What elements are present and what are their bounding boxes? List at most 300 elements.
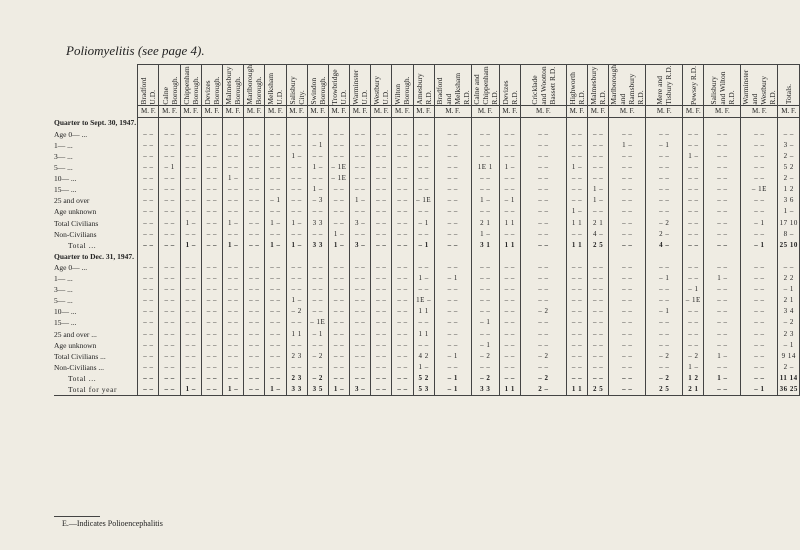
table-cell: 2 – — [778, 362, 800, 373]
table-cell: – – — [392, 306, 413, 317]
district-header — [683, 65, 704, 106]
table-cell: 1 – — [265, 240, 286, 251]
row-label: Quarter to Sept. 30, 1947. — [54, 118, 137, 128]
table-cell: – – — [201, 317, 222, 328]
table-cell: – – — [741, 140, 778, 151]
table-cell: – – — [566, 262, 587, 273]
table-cell: – – — [609, 195, 646, 206]
district-name: Salisbury City. — [287, 76, 306, 105]
table-cell: – – — [499, 306, 520, 317]
table-cell: – – — [201, 306, 222, 317]
table-cell: – – — [328, 195, 349, 206]
table-cell: – – — [413, 162, 434, 173]
table-cell: – – — [223, 129, 244, 140]
table-cell: – – — [609, 384, 646, 396]
table-cell: – – — [413, 262, 434, 273]
table-cell: – – — [471, 129, 499, 140]
sex-header: M. F. — [371, 105, 392, 117]
table-cell: – 2 — [286, 306, 307, 317]
table-cell: – – — [371, 173, 392, 184]
table-cell: – – — [350, 173, 371, 184]
table-cell: – – — [704, 140, 741, 151]
table-cell: – – — [159, 340, 180, 351]
footnote: E.—Indicates Polioencephalitis — [62, 519, 163, 528]
table-cell: – – — [159, 140, 180, 151]
table-cell: – – — [566, 295, 587, 306]
table-row — [54, 373, 800, 384]
table-cell: – – — [328, 273, 349, 284]
district-header — [159, 65, 180, 106]
row-label: Total Civilians ... — [54, 351, 106, 361]
table-cell: – – — [159, 362, 180, 373]
table-cell: 1 1 — [413, 328, 434, 339]
table-cell: – – — [471, 206, 499, 217]
table-cell: – – — [646, 362, 683, 373]
table-cell: – 3 — [307, 195, 328, 206]
table-cell: – – — [646, 173, 683, 184]
table-cell: – – — [741, 340, 778, 351]
table-cell: – – — [520, 151, 566, 162]
district-header — [434, 65, 471, 106]
table-cell: – – — [201, 229, 222, 240]
table-cell: – – — [471, 328, 499, 339]
table-cell: – – — [265, 140, 286, 151]
table-cell: 1 – — [286, 295, 307, 306]
district-header — [371, 65, 392, 106]
table-row — [54, 229, 800, 240]
row-label: 25 and over — [54, 196, 90, 206]
table-row — [54, 184, 800, 195]
table-cell: – – — [520, 240, 566, 251]
district-name: Trowbridge U.D. — [329, 69, 348, 105]
table-cell: – – — [201, 173, 222, 184]
table-cell — [286, 251, 307, 262]
table-cell — [499, 117, 520, 129]
sex-header: M. F. — [609, 105, 646, 117]
table-cell: 3 3 — [307, 240, 328, 251]
page-title: Poliomyelitis (see page 4). — [66, 43, 205, 58]
table-cell: – 2 — [683, 351, 704, 362]
table-cell: – – — [704, 284, 741, 295]
table-cell: – – — [499, 173, 520, 184]
table-cell: – – — [683, 306, 704, 317]
table-cell: – – — [286, 129, 307, 140]
table-cell: – – — [499, 151, 520, 162]
table-cell: – – — [180, 129, 201, 140]
table-cell: – – — [371, 195, 392, 206]
table-cell: – – — [392, 262, 413, 273]
table-cell: 8 – — [778, 229, 800, 240]
table-cell: 3 3 — [307, 218, 328, 229]
table-cell: – – — [244, 240, 265, 251]
table-cell: 1E – — [413, 295, 434, 306]
table-cell: – – — [201, 206, 222, 217]
table-cell: – – — [413, 206, 434, 217]
table-cell: – – — [704, 340, 741, 351]
table-row — [54, 173, 800, 184]
table-row — [54, 317, 800, 328]
table-cell: – – — [520, 340, 566, 351]
row-label: 25 and over ... — [54, 329, 97, 339]
table-cell — [778, 251, 800, 262]
table-cell: – 1E — [741, 184, 778, 195]
table-row — [54, 384, 800, 396]
table-cell: – – — [201, 273, 222, 284]
table-cell: – 1 — [741, 218, 778, 229]
table-cell: – – — [223, 273, 244, 284]
district-name: Melksham U.D. — [266, 72, 285, 105]
table-cell: – – — [201, 262, 222, 273]
table-cell: – – — [609, 240, 646, 251]
table-cell: 3 3 — [286, 384, 307, 396]
table-cell: – – — [328, 351, 349, 362]
table-cell: – – — [201, 218, 222, 229]
district-header — [244, 65, 265, 106]
table-cell — [778, 117, 800, 129]
table-cell: – – — [588, 328, 609, 339]
table-cell: – – — [588, 284, 609, 295]
table-cell: – – — [471, 362, 499, 373]
table-cell: – – — [520, 184, 566, 195]
table-cell: – – — [223, 195, 244, 206]
table-cell: 2 5 — [646, 384, 683, 396]
table-cell: – – — [371, 262, 392, 273]
table-cell — [566, 117, 587, 129]
table-cell: 1 1 — [499, 240, 520, 251]
table-cell: – – — [499, 340, 520, 351]
table-cell: 1 – — [704, 273, 741, 284]
table-cell: – – — [413, 184, 434, 195]
table-cell: – – — [138, 151, 159, 162]
table-cell: – – — [646, 206, 683, 217]
table-cell: – – — [201, 362, 222, 373]
table-cell: 2 3 — [778, 328, 800, 339]
table-cell: – – — [741, 173, 778, 184]
table-cell: – – — [392, 129, 413, 140]
row-label: Total for year — [54, 384, 138, 396]
table-cell: – – — [350, 351, 371, 362]
sex-header: M. F. — [778, 105, 800, 117]
table-cell: – – — [350, 229, 371, 240]
table-cell: – – — [159, 373, 180, 384]
row-label: 1— ... — [54, 140, 73, 150]
table-cell: – – — [499, 284, 520, 295]
table-cell: – – — [609, 273, 646, 284]
table-cell: – – — [307, 173, 328, 184]
table-cell: 2 2 — [778, 273, 800, 284]
table-cell: – 1E — [307, 317, 328, 328]
district-name: Devizes Borough. — [202, 76, 221, 105]
table-cell: – – — [520, 206, 566, 217]
district-name: Amesbury R.D. — [414, 73, 433, 105]
table-cell: – – — [244, 373, 265, 384]
table-cell: – – — [413, 129, 434, 140]
table-cell: – 1 — [741, 384, 778, 396]
table-cell: – – — [434, 362, 471, 373]
table-cell: – – — [392, 317, 413, 328]
table-cell: – – — [609, 373, 646, 384]
table-cell: – – — [350, 140, 371, 151]
table-cell: – – — [566, 229, 587, 240]
table-cell: – – — [434, 129, 471, 140]
table-cell: – – — [609, 362, 646, 373]
table-cell: – – — [683, 184, 704, 195]
table-cell: – – — [704, 295, 741, 306]
table-cell: – – — [223, 206, 244, 217]
table-cell: – – — [286, 262, 307, 273]
table-cell: – – — [499, 273, 520, 284]
sex-header: M. F. — [159, 105, 180, 117]
table-cell: – – — [159, 184, 180, 195]
table-cell: – – — [350, 306, 371, 317]
table-cell: – – — [609, 218, 646, 229]
table-cell: 9 14 — [778, 351, 800, 362]
table-cell: – – — [434, 162, 471, 173]
table-cell: – – — [328, 373, 349, 384]
sex-header: M. F. — [704, 105, 741, 117]
table-cell: – – — [223, 295, 244, 306]
table-cell: – – — [566, 151, 587, 162]
table-cell: – – — [159, 273, 180, 284]
table-cell: 1 – — [683, 362, 704, 373]
table-cell: – – — [223, 284, 244, 295]
table-cell — [392, 117, 413, 129]
table-cell: – – — [704, 362, 741, 373]
table-cell: – 2 — [307, 351, 328, 362]
table-cell: – – — [588, 340, 609, 351]
table-cell: – – — [244, 206, 265, 217]
table-cell: 1 1 — [566, 384, 587, 396]
table-cell: – – — [350, 206, 371, 217]
table-cell: 5 2 — [413, 373, 434, 384]
table-cell: – 1 — [434, 273, 471, 284]
table-cell: – – — [471, 262, 499, 273]
table-cell: – – — [371, 373, 392, 384]
table-cell: 1 1 — [499, 218, 520, 229]
table-cell: – 1 — [307, 140, 328, 151]
table-cell: – – — [180, 295, 201, 306]
table-cell: – – — [499, 295, 520, 306]
table-cell: – – — [588, 162, 609, 173]
table-cell: – – — [328, 184, 349, 195]
table-cell: – – — [683, 240, 704, 251]
table-cell — [520, 251, 566, 262]
table-cell: – – — [180, 273, 201, 284]
table-cell: – – — [138, 140, 159, 151]
table-cell: – – — [371, 151, 392, 162]
district-header — [265, 65, 286, 106]
table-cell: – – — [434, 218, 471, 229]
table-cell: – – — [201, 284, 222, 295]
table-cell: – – — [244, 195, 265, 206]
table-cell: 1 – — [471, 229, 499, 240]
table-cell: – – — [646, 295, 683, 306]
table-cell: – – — [307, 229, 328, 240]
table-cell: 1 – — [286, 240, 307, 251]
table-cell: – – — [371, 362, 392, 373]
table-cell: – – — [392, 328, 413, 339]
table-cell: – – — [159, 384, 180, 396]
table-cell: 2 – — [520, 384, 566, 396]
district-name: Salisbury and Wilton R.D. — [708, 71, 736, 105]
table-cell: – – — [138, 273, 159, 284]
table-cell: – – — [138, 351, 159, 362]
table-cell: – – — [265, 162, 286, 173]
table-cell: 4 2 — [413, 351, 434, 362]
table-cell: – 1 — [499, 195, 520, 206]
table-cell: – – — [520, 129, 566, 140]
table-cell: – – — [223, 351, 244, 362]
district-header — [609, 65, 646, 106]
table-cell: – – — [328, 362, 349, 373]
table-cell: – – — [138, 195, 159, 206]
district-name: Totals. — [784, 84, 794, 105]
table-cell: – – — [499, 373, 520, 384]
sex-header-corner — [54, 105, 138, 117]
table-cell: – 1E — [413, 195, 434, 206]
district-name: Calne and Chippenham R.D. — [471, 66, 499, 105]
table-cell: – – — [307, 262, 328, 273]
district-header — [180, 65, 201, 106]
table-cell: 3 1 — [471, 240, 499, 251]
table-cell: – – — [265, 328, 286, 339]
table-cell: – – — [159, 317, 180, 328]
table-cell: – – — [223, 328, 244, 339]
table-cell: 1 – — [223, 218, 244, 229]
table-cell: – – — [704, 229, 741, 240]
table-cell: – – — [265, 206, 286, 217]
table-cell: – – — [646, 317, 683, 328]
table-cell: – – — [609, 328, 646, 339]
district-name: Swindon Borough. — [308, 76, 327, 105]
table-cell: – – — [413, 151, 434, 162]
table-cell: – – — [566, 362, 587, 373]
table-cell: – – — [159, 229, 180, 240]
district-header — [704, 65, 741, 106]
table-cell: – – — [307, 151, 328, 162]
table-cell: 1 – — [223, 240, 244, 251]
row-label: Total ... — [68, 240, 97, 250]
table-cell: – – — [588, 129, 609, 140]
table-cell: 25 10 — [778, 240, 800, 251]
table-cell — [350, 251, 371, 262]
table-cell: – – — [265, 184, 286, 195]
table-cell: – – — [434, 284, 471, 295]
table-cell: 17 10 — [778, 218, 800, 229]
table-cell: – – — [683, 317, 704, 328]
table-cell: – – — [588, 295, 609, 306]
table-cell: 1 – — [704, 373, 741, 384]
table-cell: – – — [371, 129, 392, 140]
table-cell: – – — [286, 173, 307, 184]
table-cell: – 1 — [413, 240, 434, 251]
table-cell: 11 14 — [778, 373, 800, 384]
district-name: Cricklade and Wootton Bassett R.D. — [529, 66, 557, 105]
table-cell: – – — [244, 328, 265, 339]
district-header — [307, 65, 328, 106]
table-cell: – – — [741, 284, 778, 295]
table-cell: – – — [741, 362, 778, 373]
table-cell: – – — [138, 373, 159, 384]
table-cell: – – — [138, 328, 159, 339]
table-cell: – 1 — [778, 284, 800, 295]
table-cell: – – — [350, 340, 371, 351]
table-cell: – – — [741, 306, 778, 317]
table-cell: – – — [138, 362, 159, 373]
table-cell: – – — [646, 328, 683, 339]
table-cell: – – — [704, 240, 741, 251]
table-cell: – – — [413, 317, 434, 328]
table-cell: – – — [704, 328, 741, 339]
table-cell: – – — [741, 129, 778, 140]
table-cell: – – — [588, 306, 609, 317]
table-cell: – – — [471, 295, 499, 306]
table-cell: 4 – — [646, 240, 683, 251]
district-name: Bradford and Melksham R.D. — [434, 72, 471, 105]
row-label: 10— ... — [54, 307, 77, 317]
table-cell: – – — [499, 317, 520, 328]
table-cell: – 1 — [646, 140, 683, 151]
table-cell: – – — [328, 206, 349, 217]
table-cell: – – — [371, 328, 392, 339]
table-cell: – – — [588, 351, 609, 362]
table-cell: – – — [244, 306, 265, 317]
table-cell: 2 1 — [588, 218, 609, 229]
table-cell: – – — [201, 129, 222, 140]
header-corner — [54, 65, 138, 106]
table-cell: – – — [159, 240, 180, 251]
table-cell: – 1 — [434, 351, 471, 362]
table-cell: – – — [371, 351, 392, 362]
table-cell: – – — [434, 262, 471, 273]
table-row — [54, 117, 800, 129]
table-cell: – – — [350, 362, 371, 373]
table-cell: 1 – — [413, 362, 434, 373]
table-cell: – – — [741, 151, 778, 162]
row-label: Total Civilians — [54, 218, 99, 228]
sex-header: M. F. — [471, 105, 499, 117]
district-header-row — [54, 65, 800, 106]
table-cell: – – — [683, 273, 704, 284]
table-cell: – – — [499, 328, 520, 339]
row-label: 5— ... — [54, 163, 73, 173]
table-cell: – 2 — [646, 218, 683, 229]
table-cell: 1 – — [499, 162, 520, 173]
row-label: Total ... — [68, 373, 97, 383]
table-cell: – – — [244, 317, 265, 328]
district-header — [286, 65, 307, 106]
table-cell — [413, 117, 434, 129]
sex-header-row — [54, 105, 800, 117]
table-cell: 1 2 — [683, 373, 704, 384]
row-label: 10— ... — [54, 174, 77, 184]
table-cell: – – — [223, 317, 244, 328]
row-label: Age unknown — [54, 340, 97, 350]
table-cell: – – — [328, 328, 349, 339]
table-cell: – – — [138, 284, 159, 295]
table-cell: – 1 — [683, 284, 704, 295]
table-cell: – – — [307, 284, 328, 295]
table-cell: – 1 — [159, 162, 180, 173]
table-cell: – – — [566, 173, 587, 184]
table-cell: 1 – — [180, 240, 201, 251]
table-cell: – – — [244, 229, 265, 240]
table-cell: – – — [741, 328, 778, 339]
district-header — [471, 65, 499, 106]
table-cell — [588, 251, 609, 262]
table-cell: – – — [371, 306, 392, 317]
table-cell: – 1E — [328, 162, 349, 173]
